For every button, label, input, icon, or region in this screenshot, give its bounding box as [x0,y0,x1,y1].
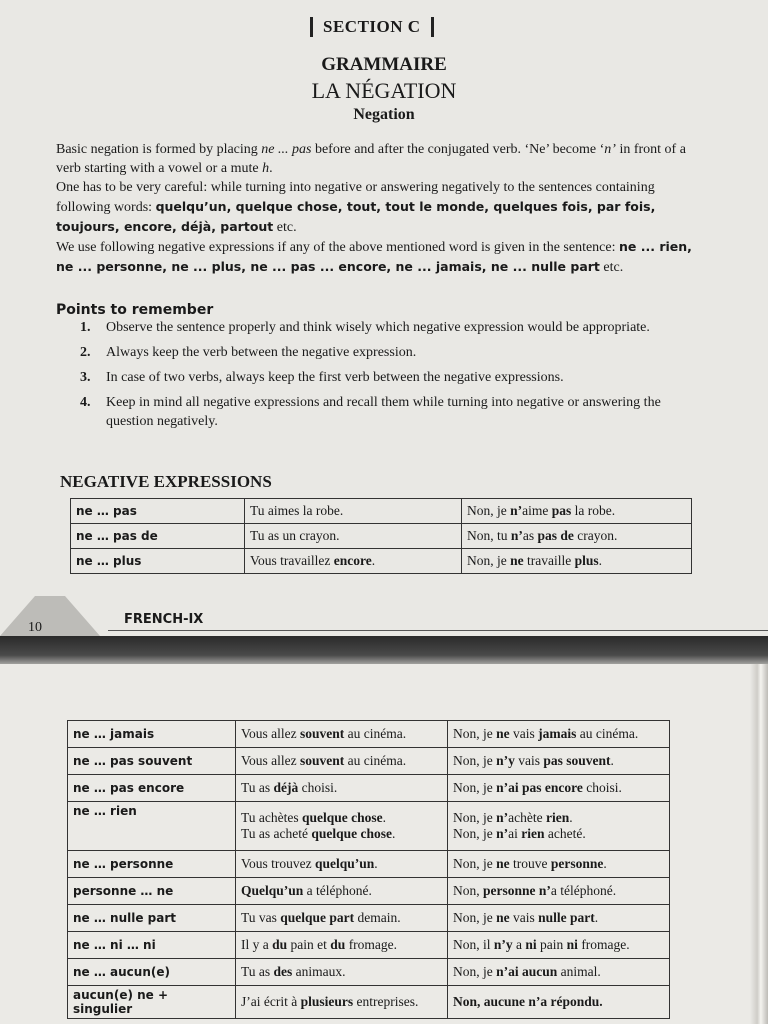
page-tab [0,596,100,636]
list-item: 2. Always keep the verb between the negative expression. [80,345,417,360]
points-title: Points to remember [56,302,214,318]
table-row: ne … nulle part Tu vas quelque part demain. Non, je ne vais nulle part. [68,905,670,932]
heading-la-negation: LA NÉGATION [311,78,457,103]
negative-expressions-title: NEGATIVE EXPRESSIONS [60,472,272,491]
table-row: personne … ne Quelqu’un a téléphoné. Non, personne n’a téléphoné. [68,878,670,905]
footer-title: FRENCH-IX [124,612,204,627]
page-bottom [0,664,768,1024]
list-item: 4. Keep in mind all negative expressions and recall them while turning into negative or answering the question negatively. [80,395,661,429]
table-row: ne … pas de Tu as un crayon. Non, tu n’as pas de crayon. [71,524,692,549]
table-row: ne … ni … ni Il y a du pain et du fromage. Non, il n’y a ni pain ni fromage. [68,932,670,959]
heading-negation: Negation [353,106,415,123]
table-row: ne … rien Tu achètes quelque chose. Tu as acheté quelque chose. Non, je n’achète rien. Non, je n’ai rien acheté. [68,802,670,851]
table-row: ne … jamais Vous allez souvent au cinéma. Non, je ne vais jamais au cinéma. [68,721,670,748]
heading-grammaire: GRAMMAIRE [321,54,447,75]
footer-divider [108,630,768,631]
negative-expressions-table-1 [70,498,692,574]
intro-text [56,140,702,277]
page-number: 10 [28,620,42,635]
table-row: ne … personne Vous trouvez quelqu’un. Non, je ne trouve personne. [68,851,670,878]
table-row: ne … plus Vous travaillez encore. Non, je ne travaille plus. [71,549,692,574]
list-item: 3. In case of two verbs, always keep the first verb between the negative expressions. [80,370,564,385]
page-edge [750,664,768,1024]
table-row: ne … aucun(e) Tu as des animaux. Non, je n’ai aucun animal. [68,959,670,986]
intro-paragraph-1: Basic negation is formed by placing ne ... pas before and after the conjugated verb. ‘Ne’ become ‘n’ in front of a verb starting with a vowel or a mute h. [56,142,686,176]
list-item: 1. Observe the sentence properly and think wisely which negative expression would be appropriate. [80,320,650,335]
points-list [80,318,702,437]
intro-paragraph-3: We use following negative expressions if any of the above mentioned word is given in the sentence: ne ... rien, ne ... personne, ne ... plus, ne ... pas ... encore, ne ... jamais, ne ... nulle part etc. [56,239,692,275]
table-row: ne … pas encore Tu as déjà choisi. Non, je n’ai pas encore choisi. [68,775,670,802]
table-row: aucun(e) ne + singulier J’ai écrit à plusieurs entreprises. Non, aucune n’a répondu. [68,986,670,1019]
negative-expressions-table-2 [67,720,670,1019]
table-row: ne … pas souvent Vous allez souvent au cinéma. Non, je n’y vais pas souvent. [68,748,670,775]
intro-paragraph-2: One has to be very careful: while turning into negative or answering negatively to the sentences containing following words: quelqu’un, quelque chose, tout, tout le monde, quelques fois, par fois, toujours, encore, déjà, partout etc. [56,180,656,235]
table-row: ne … pas Tu aimes la robe. Non, je n’aime pas la robe. [71,499,692,524]
section-label: SECTION C [310,17,434,37]
